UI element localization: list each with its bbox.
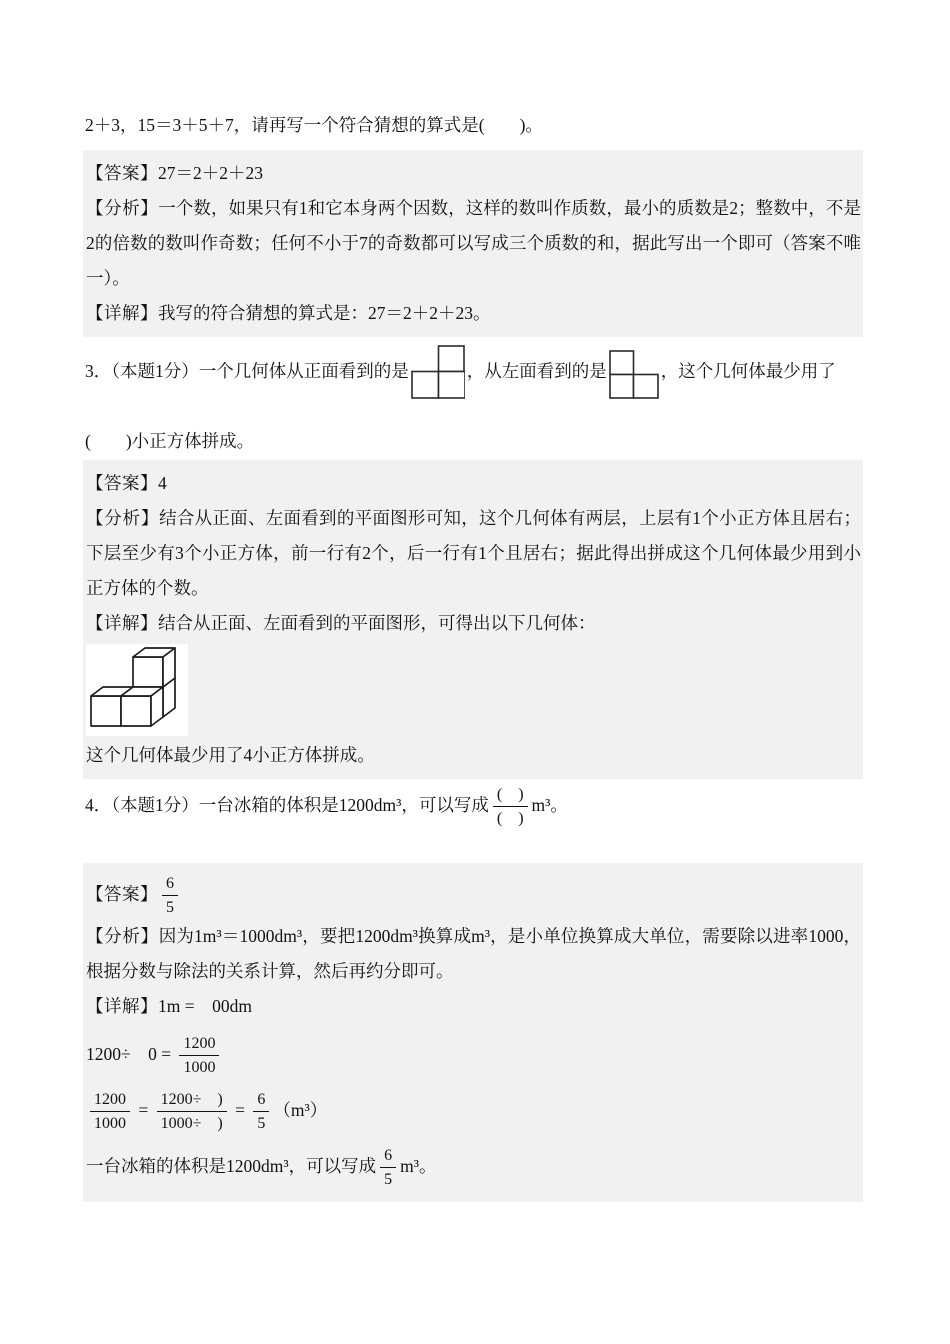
q2-analysis-line <box>86 191 861 296</box>
cube-assembly-figure-wrap <box>86 644 188 736</box>
q4-eq3-f2-denominator: 1000÷ ) <box>160 1115 223 1133</box>
q4-stem <box>85 779 895 831</box>
q4-conclusion-denominator: 5 <box>384 1171 393 1189</box>
q4-blank-fraction <box>493 784 528 829</box>
q3-analysis-line <box>86 501 861 606</box>
q3-stem-line1 <box>85 342 895 400</box>
analysis-label: 【分析】 <box>86 198 159 218</box>
q4-eq3-fraction2 <box>157 1089 227 1134</box>
q3-stem <box>85 342 895 459</box>
q4-eq2-numerator: 1200 <box>179 1033 219 1056</box>
analysis-label: 【分析】 <box>86 926 159 946</box>
q3-detail-line <box>86 606 861 641</box>
q3-stem-text2: ，从左面看到的是 <box>466 361 607 381</box>
q4-eq3-fraction3 <box>253 1089 269 1134</box>
q4-analysis-text: 因为1m³＝1000dm³，要把1200dm³换算成m³，是小单位换算成大单位，需要除以进率1000，根据分数与除法的关系计算，然后再约分即可。 <box>86 926 861 981</box>
answer-label: 【答案】 <box>86 884 158 904</box>
q4-detail-eq3-line <box>86 1084 861 1136</box>
q4-blank-numerator: ( ) <box>493 784 528 807</box>
q4-eq3-fraction1 <box>90 1089 130 1134</box>
q4-answer-numerator: 6 <box>162 873 178 896</box>
equals-sign: = <box>134 1100 153 1120</box>
q4-conclusion-text1: 一台冰箱的体积是1200dm³，可以写成 <box>86 1156 377 1176</box>
q4-analysis-line <box>86 919 861 989</box>
q2-answer-block <box>83 150 863 337</box>
q2-continuation-line: 2＋3，15＝3＋5＋7，请再写一个符合猜想的算式是( )。 <box>85 115 543 135</box>
q2-detail-line <box>86 296 861 331</box>
q4-answer-fraction <box>162 873 178 918</box>
detail-label: 【详解】 <box>86 613 158 633</box>
analysis-label: 【分析】 <box>86 508 160 528</box>
q4-eq3-f1-denominator: 1000 <box>94 1115 126 1133</box>
left-view-figure <box>609 350 659 399</box>
q4-number: 4． <box>85 795 112 815</box>
equals-sign: = <box>230 1100 250 1120</box>
q3-stem-text1: （本题1分）一个几何体从正面看到的是 <box>111 361 409 381</box>
answer-label: 【答案】 <box>86 473 158 493</box>
q3-detail-text: 结合从正面、左面看到的平面图形，可得出以下几何体： <box>158 613 596 633</box>
answer-label: 【答案】 <box>86 163 158 183</box>
q4-blank-denominator: ( ) <box>496 810 524 828</box>
q4-eq2-fraction <box>179 1033 219 1078</box>
detail-label: 【详解】 <box>86 303 158 323</box>
q4-conclusion-text2: m³。 <box>400 1156 437 1176</box>
q4-eq3-f2-numerator: 1200÷ ) <box>157 1089 227 1112</box>
q4-conclusion-line <box>86 1140 861 1192</box>
q4-eq3-f1-numerator: 1200 <box>90 1089 130 1112</box>
q4-eq3-f3-numerator: 6 <box>253 1089 269 1112</box>
q4-stem-text1: （本题1分）一台冰箱的体积是1200dm³，可以写成 <box>111 795 489 815</box>
q3-number: 3． <box>85 361 112 381</box>
q4-answer-denominator: 5 <box>166 899 174 917</box>
q4-conclusion-numerator: 6 <box>380 1145 396 1168</box>
q4-eq2-denominator: 1000 <box>183 1059 216 1077</box>
q2-answer-value: 27＝2＋2＋23 <box>158 163 263 183</box>
q4-answer-line <box>86 869 861 919</box>
cube-assembly-figure <box>89 647 179 729</box>
q4-conclusion-fraction <box>380 1145 396 1190</box>
q4-detail-eq2-line <box>86 1028 861 1080</box>
q4-eq2-prefix: 1200÷ 0 = <box>86 1044 176 1064</box>
detail-label: 【详解】 <box>86 996 158 1016</box>
q3-stem-line2: ( )小正方体拼成。 <box>85 431 255 451</box>
q3-answer-line <box>86 466 861 501</box>
q4-answer-block <box>83 863 863 1202</box>
q4-stem-text2: m³。 <box>531 795 568 815</box>
q3-analysis-text: 结合从正面、左面看到的平面图形可知，这个几何体有两层，上层有1个小正方体且居右；下层至少有3个小正方体，前一行有2个，后一行有1个且居右；据此得出拼成这个几何体最少用到小正方体的个数。 <box>86 508 861 598</box>
q2-analysis-text: 一个数，如果只有1和它本身两个因数，这样的数叫作质数，最小的质数是2；整数中，不是2的倍数的数叫作奇数；任何不小于7的奇数都可以写成三个质数的和，据此写出一个即可（答案不唯一）。 <box>86 198 861 288</box>
q4-eq3-unit: （m³） <box>273 1100 328 1120</box>
q3-answer-block <box>83 460 863 779</box>
q2-detail-text: 我写的符合猜想的算式是：27＝2＋2＋23。 <box>158 303 491 323</box>
q2-answer-line <box>86 156 861 191</box>
q3-conclusion-line: 这个几何体最少用了4小正方体拼成。 <box>86 745 375 765</box>
q3-stem-text3: ，这个几何体最少用了 <box>660 361 836 381</box>
q4-eq1-text: 1m = 00dm <box>158 996 252 1016</box>
front-view-figure <box>411 345 465 399</box>
q3-answer-value: 4 <box>158 473 167 493</box>
q4-detail-eq1-line <box>86 989 861 1024</box>
q4-eq3-f3-denominator: 5 <box>257 1115 266 1133</box>
